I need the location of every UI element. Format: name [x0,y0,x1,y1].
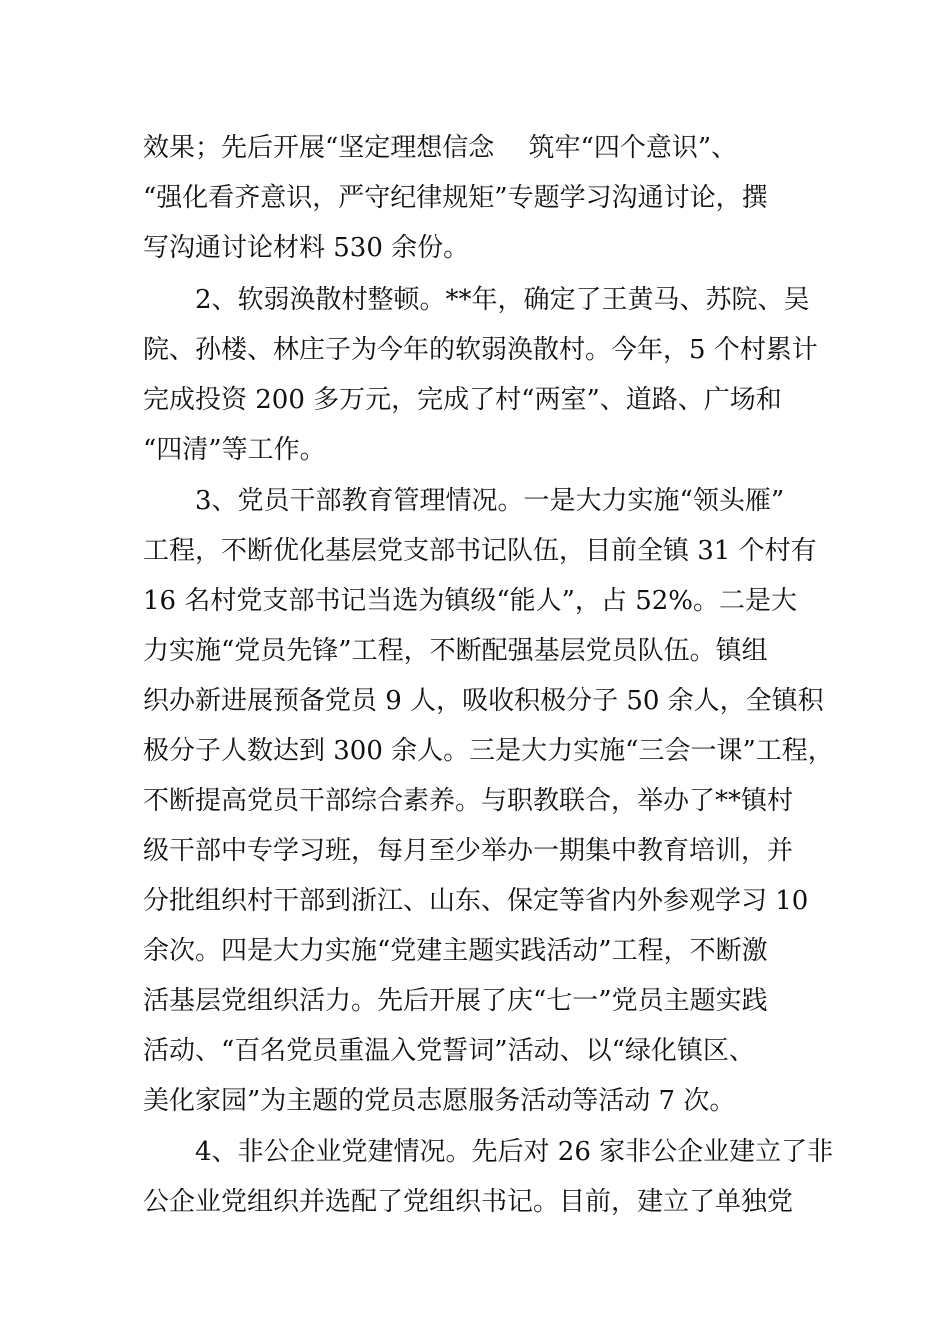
text-line: 公企业党组织并选配了党组织书记。目前，建立了单独党 [143,1187,794,1217]
text-line: 16 名村党支部书记当选为镇级“能人”，占 52%。二是大 [143,586,797,616]
text-line: 级干部中专学习班，每月至少举办一期集中教育培训，并 [143,836,794,866]
text-line: 织办新进展预备党员 9 人，吸收积极分子 50 余人，全镇积 [143,686,824,716]
text-line: 余次。四是大力实施“党建主题实践活动”工程，不断激 [143,936,768,966]
text-line: 3、党员干部教育管理情况。一是大力实施“领头雁” [195,486,785,516]
text-line: 力实施“党员先锋”工程，不断配强基层党员队伍。镇组 [143,636,768,666]
text-line: “强化看齐意识，严守纪律规矩”专题学习沟通讨论，撰 [143,183,768,213]
text-line: 极分子人数达到 300 余人。三是大力实施“三会一课”工程， [143,736,834,766]
text-line: 4、非公企业党建情况。先后对 26 家非公企业建立了非 [195,1137,834,1167]
text-line: 分批组织村干部到浙江、山东、保定等省内外参观学习 10 [143,886,809,916]
text-line: 2、软弱涣散村整顿。**年，确定了王黄马、苏院、吴 [195,285,810,315]
text-line: 完成投资 200 多万元，完成了村“两室”、道路、广场和 [143,385,782,415]
text-line: 活动、“百名党员重温入党誓词”活动、以“绿化镇区、 [143,1036,755,1066]
text-line: 写沟通讨论材料 530 余份。 [143,233,470,263]
text-line: 院、孙楼、林庄子为今年的软弱涣散村。今年，5 个村累计 [143,335,818,365]
text-line: “四清”等工作。 [143,435,326,465]
text-line: 活基层党组织活力。先后开展了庆“七一”党员主题实践 [143,986,768,1016]
text-line: 工程，不断优化基层党支部书记队伍，目前全镇 31 个村有 [143,536,817,566]
text-line: 不断提高党员干部综合素养。与职教联合，举办了**镇村 [143,786,794,816]
text-line: 效果；先后开展“坚定理想信念 筑牢“四个意识”、 [143,133,738,163]
text-line: 美化家园”为主题的党员志愿服务活动等活动 7 次。 [143,1086,736,1116]
